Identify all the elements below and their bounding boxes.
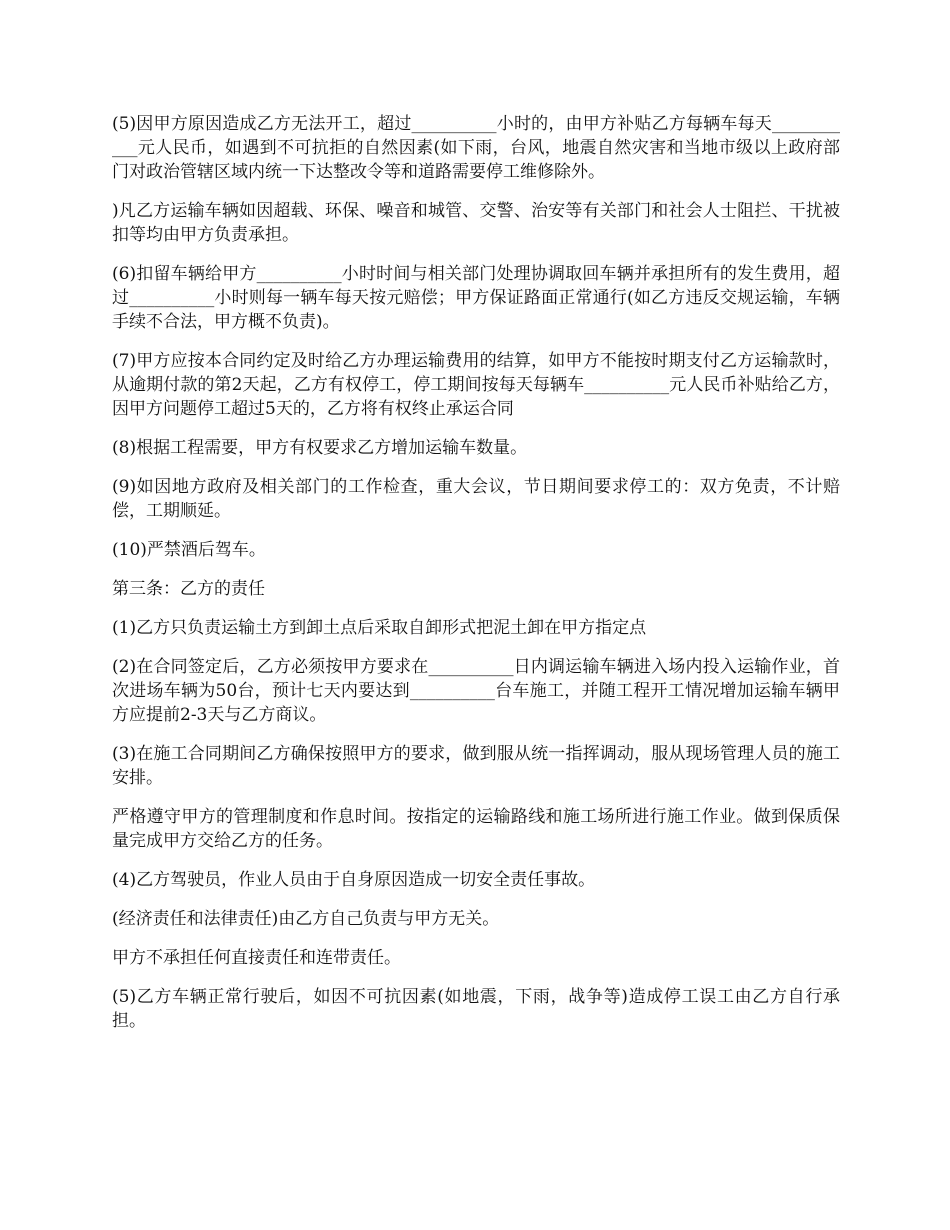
- article-3-clause-1-paragraph: (1)乙方只负责运输土方到卸土点后采取自卸形式把泥土卸在甲方指定点: [112, 618, 647, 638]
- article-3-clause-3-continuation-paragraph: 严格遵守甲方的管理制度和作息时间。按指定的运输路线和施工场所进行施工作业。做到保质保量完成甲方交给乙方的任务。: [112, 807, 840, 851]
- article-3-clause-5-paragraph: (5)乙方车辆正常行驶后，如因不可抗因素(如地震，下雨，战争等)造成停工误工由乙方自行承担。: [112, 987, 840, 1031]
- section-heading-article-3: 第三条：乙方的责任: [112, 579, 265, 599]
- clause-10-paragraph: (10)严禁酒后驾车。: [112, 540, 266, 560]
- clause-7-paragraph: (7)甲方应按本合同约定及时给乙方办理运输费用的结算，如甲方不能按时期支付乙方运输款时，从逾期付款的第2天起，乙方有权停工，停工期间按每天每辆车__________元人民币补贴给乙方，因甲方问题停工超过5天的，乙方将有权终止承运合同: [112, 351, 840, 419]
- clause-9-paragraph: (9)如因地方政府及相关部门的工作检查，重大会议，节日期间要求停工的：双方免责，不计赔偿，工期顺延。: [112, 477, 840, 521]
- document-body: [112, 112, 840, 1048]
- article-3-clause-3-paragraph: (3)在施工合同期间乙方确保按照甲方的要求，做到服从统一指挥调动，服从现场管理人员的施工安排。: [112, 744, 840, 788]
- clause-5-paragraph: (5)因甲方原因造成乙方无法开工，超过__________小时的，由甲方补贴乙方每辆车每天___________元人民币，如遇到不可抗拒的自然因素(如下雨，台风，地震自然灾害和当地市级以上政府部门对政治管辖区域内统一下达整改令等和道路需要停工维修除外。: [112, 114, 840, 182]
- article-3-clause-2-paragraph: (2)在合同签定后，乙方必须按甲方要求在__________日内调运输车辆进入场内投入运输作业，首次进场车辆为50台，预计七天内要达到__________台车施工，并随工程开工情况增加运输车辆甲方应提前2-3天与乙方商议。: [112, 657, 840, 725]
- clause-6-paragraph: (6)扣留车辆给甲方__________小时时间与相关部门处理协调取回车辆并承担所有的发生费用，超过__________小时则每一辆车每天按元赔偿；甲方保证路面正常通行(如乙方违反交规运输，车辆手续不合法，甲方概不负责)。: [112, 264, 840, 332]
- article-3-clause-4-paragraph: (4)乙方驾驶员，作业人员由于自身原因造成一切安全责任事故。: [112, 870, 596, 890]
- article-3-clause-4-party-a-paragraph: 甲方不承担任何直接责任和连带责任。: [112, 948, 401, 968]
- article-3-clause-4-liability-paragraph: (经济责任和法律责任)由乙方自己负责与甲方无关。: [112, 909, 500, 929]
- clause-5-continuation-paragraph: )凡乙方运输车辆如因超载、环保、噪音和城管、交警、治安等有关部门和社会人士阻拦、干扰被扣等均由甲方负责承担。: [112, 201, 840, 245]
- clause-8-paragraph: (8)根据工程需要，甲方有权要求乙方增加运输车数量。: [112, 438, 528, 458]
